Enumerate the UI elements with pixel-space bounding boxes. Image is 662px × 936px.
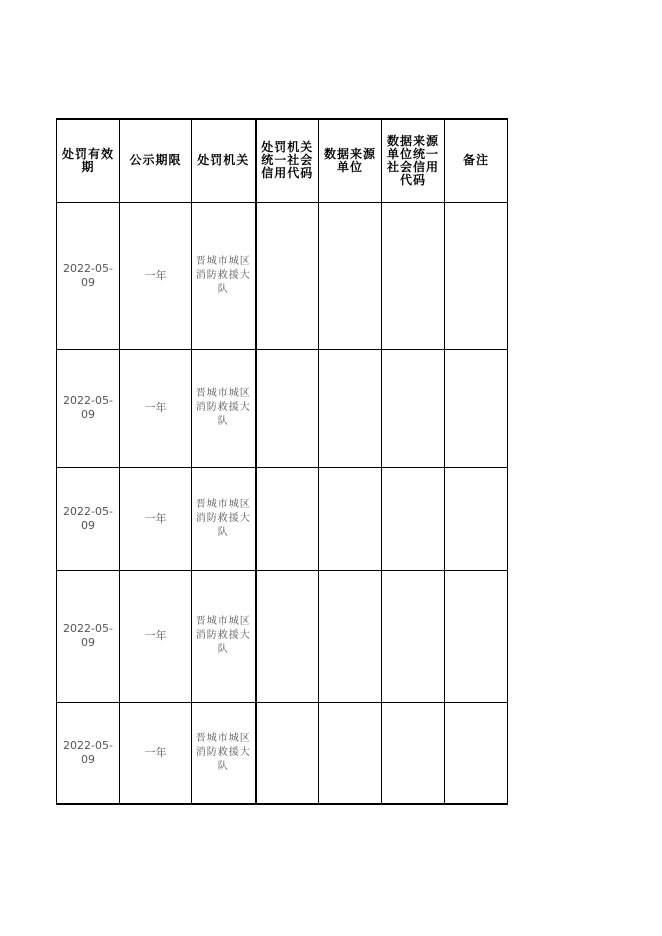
cell-note xyxy=(445,467,508,570)
cell-authority-code xyxy=(256,467,319,570)
cell-authority: 晋城市城区消防救援大队 xyxy=(192,202,256,349)
cell-valid-until: 2022-05-09 xyxy=(57,702,120,804)
header-row xyxy=(57,119,508,202)
header-valid-until: 处罚有效期 xyxy=(57,119,120,202)
cell-note xyxy=(445,349,508,467)
cell-source-unit-code xyxy=(382,570,445,702)
cell-source-unit-code xyxy=(382,202,445,349)
cell-authority: 晋城市城区消防救援大队 xyxy=(192,467,256,570)
cell-source-unit xyxy=(319,202,382,349)
cell-valid-until: 2022-05-09 xyxy=(57,570,120,702)
cell-authority-code xyxy=(256,202,319,349)
table-row xyxy=(57,702,508,804)
cell-authority-code xyxy=(256,702,319,804)
cell-source-unit xyxy=(319,570,382,702)
cell-source-unit xyxy=(319,467,382,570)
cell-note xyxy=(445,702,508,804)
cell-source-unit xyxy=(319,349,382,467)
cell-valid-until: 2022-05-09 xyxy=(57,202,120,349)
header-authority-code: 处罚机关统一社会信用代码 xyxy=(256,119,319,202)
header-period: 公示期限 xyxy=(120,119,192,202)
cell-source-unit-code xyxy=(382,702,445,804)
cell-source-unit xyxy=(319,702,382,804)
header-source-unit: 数据来源单位 xyxy=(319,119,382,202)
cell-authority: 晋城市城区消防救援大队 xyxy=(192,702,256,804)
header-authority: 处罚机关 xyxy=(192,119,256,202)
cell-source-unit-code xyxy=(382,467,445,570)
cell-authority-code xyxy=(256,570,319,702)
cell-period: 一年 xyxy=(120,202,192,349)
cell-authority-code xyxy=(256,349,319,467)
header-note: 备注 xyxy=(445,119,508,202)
cell-authority: 晋城市城区消防救援大队 xyxy=(192,570,256,702)
cell-period: 一年 xyxy=(120,349,192,467)
cell-period: 一年 xyxy=(120,467,192,570)
cell-note xyxy=(445,202,508,349)
cell-period: 一年 xyxy=(120,702,192,804)
cell-valid-until: 2022-05-09 xyxy=(57,349,120,467)
table-row xyxy=(57,202,508,349)
penalty-table xyxy=(56,118,508,805)
header-source-unit-code: 数据来源单位统一社会信用代码 xyxy=(382,119,445,202)
cell-authority: 晋城市城区消防救援大队 xyxy=(192,349,256,467)
table-row xyxy=(57,349,508,467)
table-row xyxy=(57,467,508,570)
table-row xyxy=(57,570,508,702)
cell-period: 一年 xyxy=(120,570,192,702)
cell-note xyxy=(445,570,508,702)
cell-source-unit-code xyxy=(382,349,445,467)
cell-valid-until: 2022-05-09 xyxy=(57,467,120,570)
